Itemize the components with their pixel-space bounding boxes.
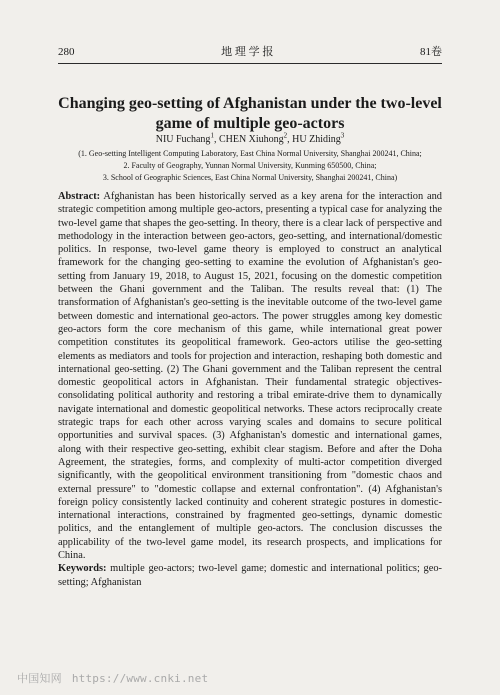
cnki-watermark <box>17 670 208 686</box>
affiliation-line: 3. School of Geographic Sciences, East China Normal University, Shanghai 200241, China) <box>102 173 398 182</box>
author-separator: , <box>213 134 219 145</box>
page-number: 280 <box>58 46 75 58</box>
keywords-paragraph <box>58 562 442 589</box>
author-affiliation-mark: 3 <box>340 131 345 140</box>
author-name: HU Zhiding <box>292 134 341 145</box>
keywords-label: Keywords: <box>58 563 107 575</box>
affiliation-line: 2. Faculty of Geography, Yunnan Normal University, Kunming 650500, China; <box>123 161 377 170</box>
affiliation-block <box>58 148 442 184</box>
author-affiliation-mark: 1 <box>210 131 214 140</box>
author-affiliation-mark: 2 <box>283 131 288 140</box>
author-name: NIU Fuchang <box>155 134 211 145</box>
header-rule <box>58 63 442 64</box>
affiliation-line: (1. Geo-setting Intelligent Computing Laboratory, East China Normal University, Shanghai 200241, China; <box>78 149 422 158</box>
author-separator: , <box>287 134 293 145</box>
paper-title: Changing geo-setting of Afghanistan under the two-level game of multiple geo-actors <box>58 95 442 132</box>
abstract-paragraph <box>58 190 442 562</box>
author-name: CHEN Xiuhong <box>218 134 284 145</box>
keywords-text: multiple geo-actors; two-level game; domestic and international politics; geo-setting; Afghanistan <box>58 563 442 588</box>
volume-label: 81卷 <box>420 46 442 58</box>
author-line <box>58 131 442 146</box>
abstract-section <box>58 190 442 589</box>
watermark-cn-text: 中国知网 <box>17 672 62 685</box>
journal-name: 地 理 学 报 <box>221 46 274 58</box>
running-header <box>58 45 442 59</box>
abstract-text: Afghanistan has been historically served as a key arena for the interaction and strategic competition among multiple geo-actors, presenting a typical case for analyzing the two-level game that shapes the geo-setting. In theory, there is a clear lack of perspective and methodology in the interaction between geo-actors, geo-setting, and international/domestic politics. In response, two-level game theory is employed to construct an analytical framework for the changing geo-setting to examine the evolution of Afghanistan's geo-setting from January 19, 2018, to August 15, 2021, focusing on the domestic competition between the Ghani government and the Taliban. The results reveal that: (1) The transformation of Afghanistan's geo-setting is the inevitable outcome of the two-level game between domestic and international geo-actors. The power struggles among key domestic geo-actors form the core mechanism of this game, while international great power competition constitutes its geopolitical framework. Geo-actors utilise the geo-setting elements as mediators and tools for projection and interaction, reshaping both domestic and international geo-setting. (2) The Ghani government and the Taliban represent the central domestic geopolitical actors in Afghanistan. Their fundamental strategic objectives-consolidating political authority and restoring a tribal emirate-drive them to dynamically navigate international and domestic geopolitical networks. These actors reciprocally create strategic traps for each other across varying scales and domains to secure political opportunities and survival spaces. (3) Afghanistan's domestic and international games, along with their respective geo-setting, exhibit clear stagism. Before and after the Doha Agreement, the strategies, forms, and complexity of multi-actor competition diverged significantly, with the geopolitical environment transitioning from "domestic chaos and external pressure" to "domestic collapse and external confrontation". (4) Afghanistan's foreign policy consistently lacked continuity and coherent strategic postures in domestic-international interactions, constrained by fragmented geo-settings, dynamic domestic politics, and the entanglement of multiple geo-actors. The conclusion discusses the applicability of the two-level game model, its research prospects, and implications for China. <box>58 191 442 562</box>
abstract-label: Abstract: <box>58 191 101 202</box>
watermark-url: https://www.cnki.net <box>71 672 209 685</box>
